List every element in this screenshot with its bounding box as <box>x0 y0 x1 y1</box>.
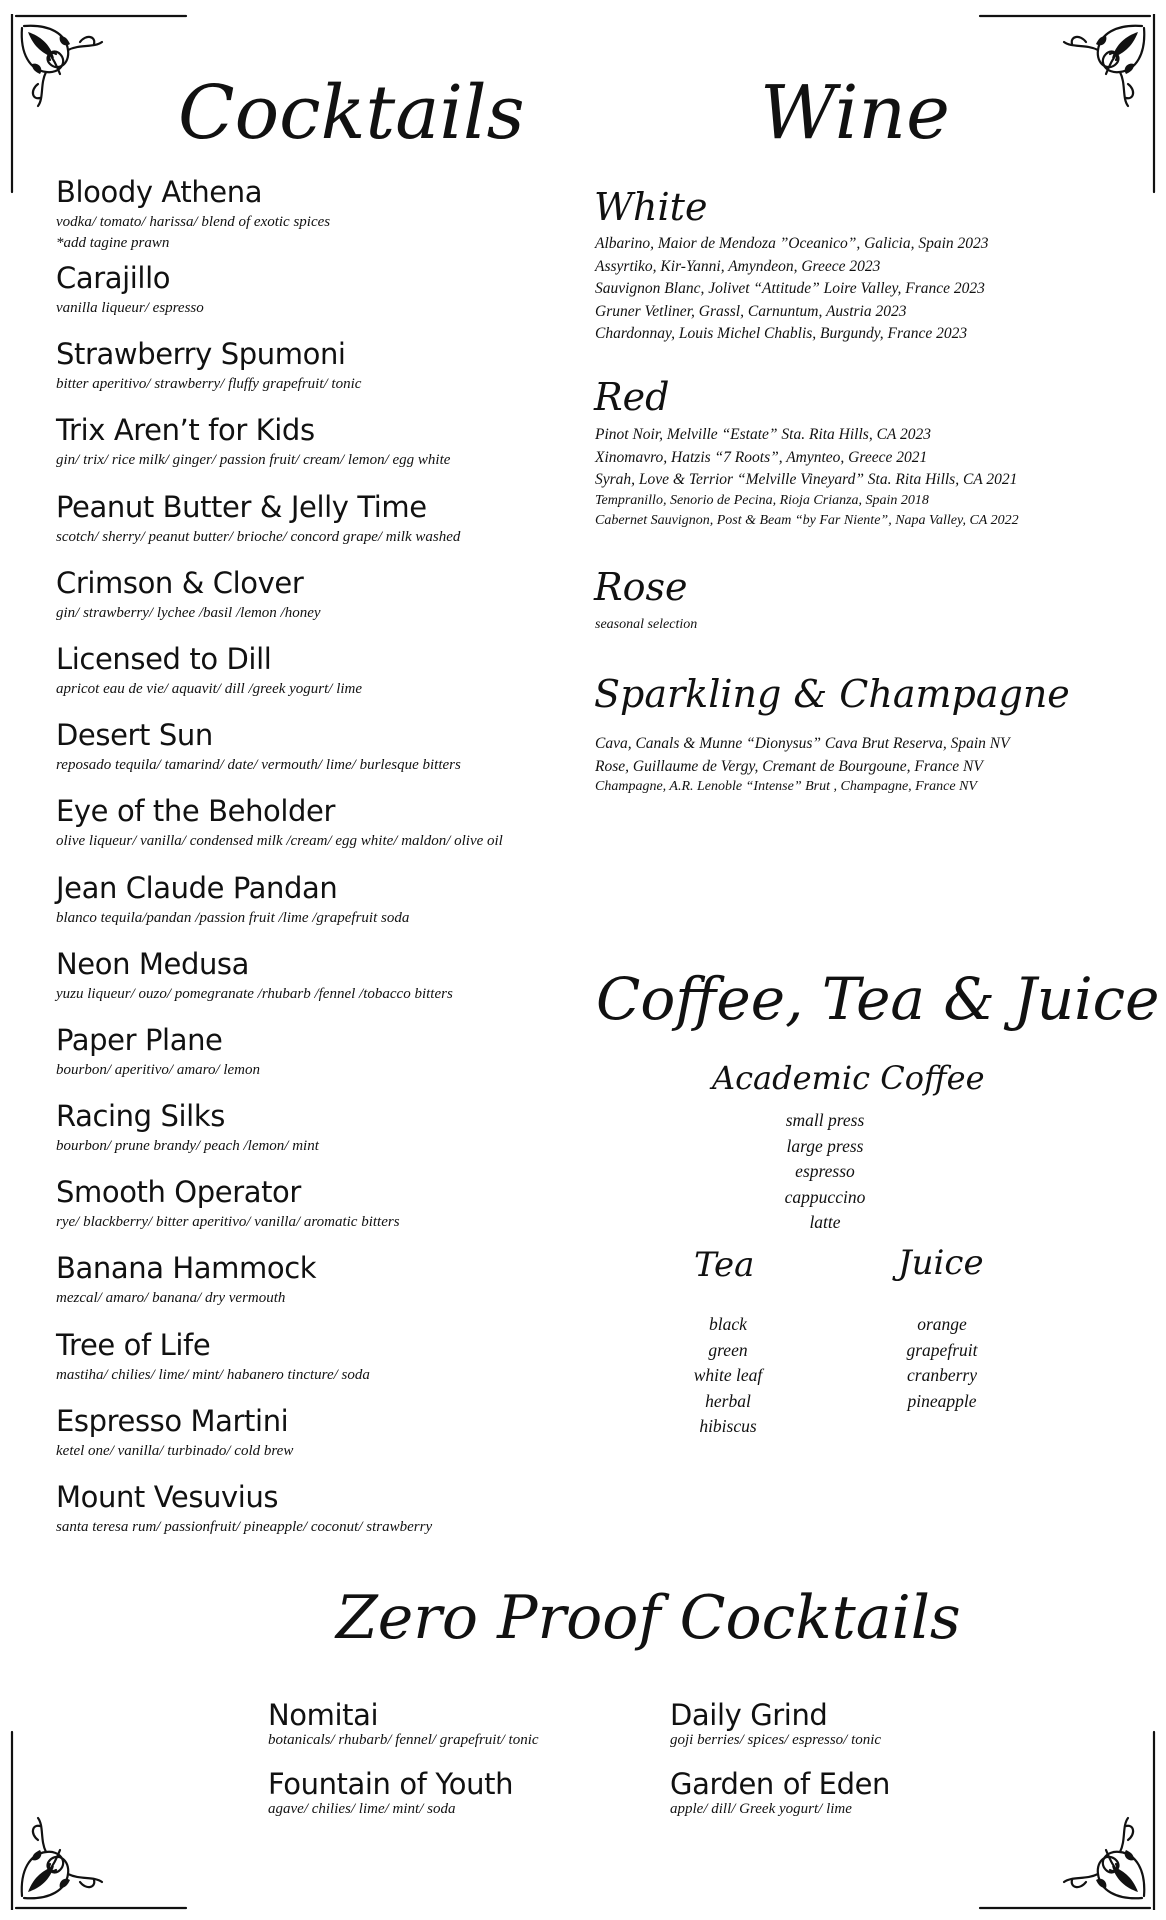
cocktail-ingredients: rye/ blackberry/ bitter aperitivo/ vanilla/ aromatic bitters <box>56 1214 400 1231</box>
wine-rose-heading: Rose <box>594 565 688 609</box>
wine-entry: Champagne, A.R. Lenoble “Intense” Brut , Champagne, France NV <box>595 779 977 794</box>
wine-white-list <box>595 233 989 346</box>
wine-entry: Cava, Canals & Munne “Dionysus” Cava Brut Reserva, Spain NV <box>595 735 1010 752</box>
cocktail-ingredients: olive liqueur/ vanilla/ condensed milk /cream/ egg white/ maldon/ olive oil <box>56 833 503 850</box>
cocktail-name: Tree of Life <box>56 1327 211 1362</box>
juice-item: pineapple <box>907 1390 977 1411</box>
ornament-icon <box>10 1720 200 1910</box>
zero-proof-item <box>268 1768 513 1818</box>
zero-proof-heading: Zero Proof Cocktails <box>336 1583 961 1653</box>
zero-proof-ingredients: apple/ dill/ Greek yogurt/ lime <box>670 1801 852 1817</box>
juice-list <box>882 1312 1002 1414</box>
cocktail-item <box>56 1022 576 1098</box>
tea-list <box>668 1312 788 1440</box>
wine-entry: Rose, Guillaume de Vergy, Cremant de Bourgoune, France NV <box>595 757 983 775</box>
corner-ornament-bottom-left <box>10 1720 200 1910</box>
cocktail-item <box>56 260 576 336</box>
cocktails-list <box>56 174 576 1555</box>
tea-item: green <box>708 1339 748 1360</box>
juice-item: orange <box>917 1314 967 1334</box>
cocktail-ingredients: apricot eau de vie/ aquavit/ dill /greek yogurt/ lime <box>56 680 363 697</box>
wine-sparkling-heading: Sparkling & Champagne <box>594 672 1070 716</box>
wine-entry: Sauvignon Blanc, Jolivet “Attitude” Loire Valley, France 2023 <box>595 280 985 297</box>
cocktail-ingredients: mezcal/ amaro/ banana/ dry vermouth <box>56 1290 286 1307</box>
cocktail-ingredients: ketel one/ vanilla/ turbinado/ cold brew <box>56 1442 294 1459</box>
zero-proof-name: Daily Grind <box>670 1698 828 1732</box>
cocktail-name: Trix Aren’t for Kids <box>56 413 315 448</box>
tea-item: white leaf <box>693 1365 763 1385</box>
cocktail-ingredients: santa teresa rum/ passionfruit/ pineapple/ coconut/ strawberry <box>56 1519 433 1535</box>
cocktail-item <box>56 1327 576 1403</box>
zero-proof-name: Nomitai <box>268 1698 379 1732</box>
coffee-item: small press <box>785 1110 865 1130</box>
wine-heading: Wine <box>760 70 950 156</box>
cocktails-heading: Cocktails <box>178 70 525 156</box>
wine-white-heading: White <box>594 185 708 229</box>
wine-entry: Assyrtiko, Kir-Yanni, Amyndeon, Greece 2023 <box>595 257 881 275</box>
cocktail-item <box>56 174 576 260</box>
cocktail-name: Banana Hammock <box>56 1251 317 1286</box>
cocktail-ingredients: vanilla liqueur/ espresso <box>56 300 204 316</box>
zero-proof-item <box>670 1768 890 1818</box>
cocktail-note: *add tagine prawn <box>56 235 170 251</box>
cocktail-name: Neon Medusa <box>56 946 250 981</box>
cocktail-name: Desert Sun <box>56 718 213 753</box>
cocktail-name: Espresso Martini <box>56 1403 289 1438</box>
zero-proof-name: Garden of Eden <box>670 1767 891 1801</box>
cocktail-ingredients: mastiha/ chilies/ lime/ mint/ habanero tincture/ soda <box>56 1366 370 1383</box>
cocktail-item <box>56 412 576 488</box>
juice-item: grapefruit <box>906 1339 978 1360</box>
wine-sparkling-list-small <box>595 777 977 797</box>
cocktail-name: Racing Silks <box>56 1099 225 1134</box>
cocktail-item <box>56 1403 576 1479</box>
cocktail-name: Strawberry Spumoni <box>56 337 346 372</box>
cocktail-name: Eye of the Beholder <box>56 794 336 829</box>
cocktail-item <box>56 717 576 793</box>
zero-proof-ingredients: botanicals/ rhubarb/ fennel/ grapefruit/ tonic <box>268 1732 539 1748</box>
cocktail-item <box>56 793 576 869</box>
wine-red-list-small <box>595 491 1019 531</box>
cocktail-name: Jean Claude Pandan <box>56 870 338 905</box>
tea-item: hibiscus <box>699 1416 757 1436</box>
cocktail-name: Carajillo <box>56 261 171 295</box>
cocktail-item <box>56 870 576 946</box>
wine-entry: seasonal selection <box>595 617 698 632</box>
wine-entry: Gruner Vetliner, Grassl, Carnuntum, Austria 2023 <box>595 302 907 320</box>
cocktail-name: Paper Plane <box>56 1022 223 1057</box>
cocktail-ingredients: vodka/ tomato/ harissa/ blend of exotic spices <box>56 214 331 230</box>
cocktail-ingredients: gin/ strawberry/ lychee /basil /lemon /honey <box>56 604 321 621</box>
cocktail-item <box>56 641 576 717</box>
cocktail-name: Smooth Operator <box>56 1175 301 1210</box>
cocktail-item <box>56 1098 576 1174</box>
juice-heading: Juice <box>898 1243 984 1283</box>
cocktail-ingredients: scotch/ sherry/ peanut butter/ brioche/ concord grape/ milk washed <box>56 528 461 545</box>
cocktail-item <box>56 946 576 1022</box>
coffee-tea-juice-heading: Coffee, Tea & Juice <box>596 965 1160 1033</box>
coffee-list <box>750 1108 900 1236</box>
cocktail-ingredients: bitter aperitivo/ strawberry/ fluffy grapefruit/ tonic <box>56 376 362 393</box>
cocktail-item <box>56 1479 576 1555</box>
wine-red-list <box>595 424 1017 492</box>
academic-coffee-heading: Academic Coffee <box>712 1059 985 1097</box>
cocktail-item <box>56 565 576 641</box>
coffee-item: latte <box>809 1212 841 1232</box>
zero-proof-item <box>268 1699 539 1749</box>
tea-item: herbal <box>705 1390 751 1411</box>
wine-entry: Tempranillo, Senorio de Pecina, Rioja Crianza, Spain 2018 <box>595 493 929 508</box>
cocktail-name: Mount Vesuvius <box>56 1480 279 1514</box>
coffee-item: large press <box>786 1135 864 1156</box>
tea-heading: Tea <box>694 1245 755 1285</box>
cocktail-ingredients: reposado tequila/ tamarind/ date/ vermouth/ lime/ burlesque bitters <box>56 757 461 774</box>
wine-sparkling-list <box>595 733 1010 778</box>
cocktail-name: Crimson & Clover <box>56 565 304 600</box>
zero-proof-ingredients: goji berries/ spices/ espresso/ tonic <box>670 1732 882 1748</box>
wine-rose-list <box>595 615 697 635</box>
juice-item: cranberry <box>907 1365 977 1385</box>
ornament-icon <box>966 1720 1156 1910</box>
zero-proof-item <box>670 1699 881 1749</box>
cocktail-name: Licensed to Dill <box>56 641 272 676</box>
wine-entry: Pinot Noir, Melville “Estate” Sta. Rita Hills, CA 2023 <box>595 426 931 443</box>
cocktail-ingredients: bourbon/ prune brandy/ peach /lemon/ mint <box>56 1138 319 1155</box>
cocktail-ingredients: yuzu liqueur/ ouzo/ pomegranate /rhubarb /fennel /tobacco bitters <box>56 985 453 1002</box>
cocktail-item <box>56 336 576 412</box>
zero-proof-name: Fountain of Youth <box>268 1767 514 1801</box>
cocktail-item <box>56 1174 576 1250</box>
cocktail-ingredients: bourbon/ aperitivo/ amaro/ lemon <box>56 1061 261 1078</box>
corner-ornament-top-right <box>966 14 1156 204</box>
wine-entry: Chardonnay, Louis Michel Chablis, Burgundy, France 2023 <box>595 325 968 342</box>
cocktail-name: Peanut Butter & Jelly Time <box>56 489 427 524</box>
ornament-icon <box>966 14 1156 204</box>
zero-proof-ingredients: agave/ chilies/ lime/ mint/ soda <box>268 1801 456 1817</box>
corner-ornament-bottom-right <box>966 1720 1156 1910</box>
wine-entry: Cabernet Sauvignon, Post & Beam “by Far Niente”, Napa Valley, CA 2022 <box>595 513 1019 528</box>
wine-entry: Syrah, Love & Terrior “Melville Vineyard” Sta. Rita Hills, CA 2021 <box>595 471 1018 488</box>
cocktail-ingredients: blanco tequila/pandan /passion fruit /lime /grapefruit soda <box>56 909 410 926</box>
coffee-item: espresso <box>795 1161 855 1181</box>
wine-entry: Albarino, Maior de Mendoza ”Oceanico”, Galicia, Spain 2023 <box>595 235 989 252</box>
cocktail-item <box>56 489 576 565</box>
tea-item: black <box>709 1314 747 1334</box>
wine-entry: Xinomavro, Hatzis “7 Roots”, Amynteo, Greece 2021 <box>595 448 928 466</box>
wine-red-heading: Red <box>594 375 670 419</box>
cocktail-ingredients: gin/ trix/ rice milk/ ginger/ passion fruit/ cream/ lemon/ egg white <box>56 452 451 469</box>
cocktail-item <box>56 1250 576 1326</box>
cocktail-name: Bloody Athena <box>56 175 263 209</box>
coffee-item: cappuccino <box>784 1186 866 1207</box>
